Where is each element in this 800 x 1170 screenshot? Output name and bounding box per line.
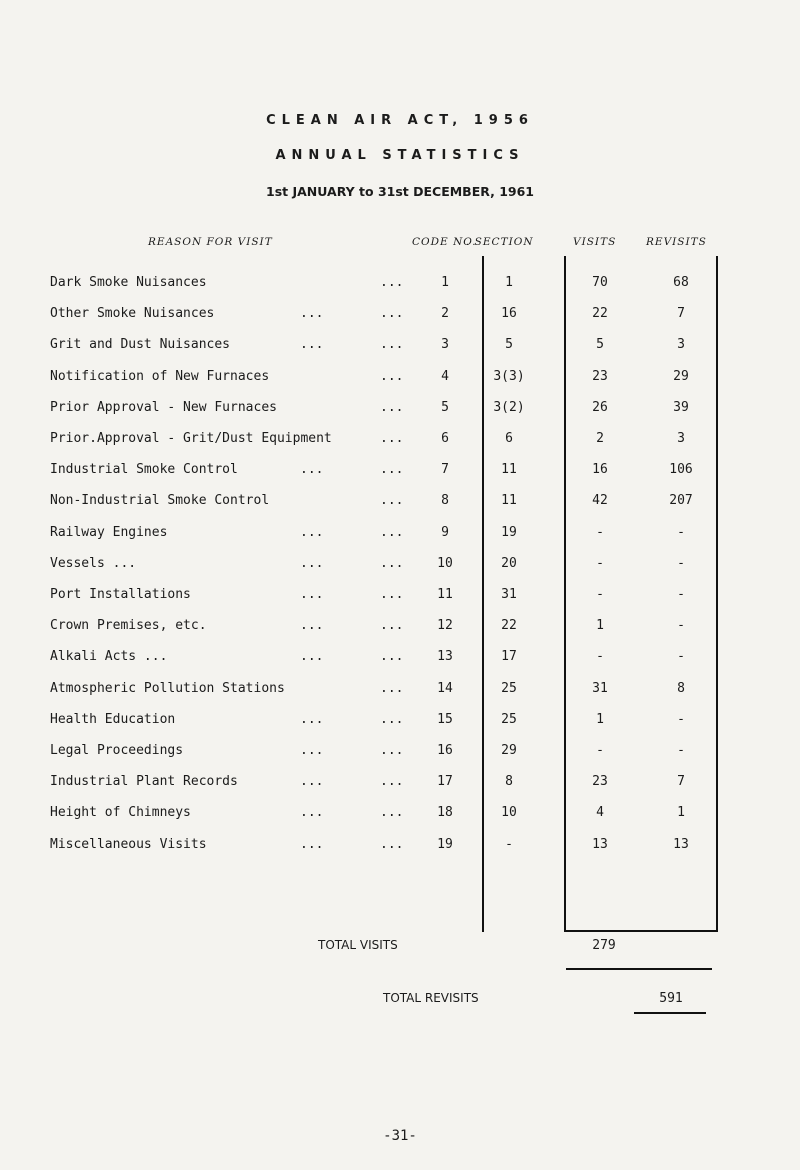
table-row (0, 649, 800, 669)
table-row (0, 556, 800, 576)
section-cell: 17 (501, 649, 517, 664)
leader-dots: ... (380, 556, 404, 571)
column-header-section: . SECTION (466, 236, 534, 248)
section-cell: 1 (505, 275, 513, 290)
revisits-cell: - (677, 618, 685, 633)
revisits-cell: 207 (669, 493, 693, 508)
visits-cell: 26 (592, 400, 608, 415)
section-cell: 19 (501, 525, 517, 540)
visits-cell: 16 (592, 462, 608, 477)
table-row (0, 525, 800, 545)
reason-cell: Grit and Dust Nuisances (50, 337, 231, 352)
table-row (0, 618, 800, 638)
leader-dots: ... (300, 525, 324, 540)
table-row (0, 774, 800, 794)
table-row (0, 587, 800, 607)
leader-dots: ... (380, 743, 404, 758)
leader-dots: ... (380, 337, 404, 352)
visits-cell: 5 (596, 337, 604, 352)
revisits-cell: - (677, 556, 685, 571)
total-visits-underline (566, 968, 712, 970)
revisits-cell: 3 (677, 337, 685, 352)
revisits-cell: 7 (677, 774, 685, 789)
section-cell: 11 (501, 493, 517, 508)
reason-cell: Legal Proceedings (50, 743, 184, 758)
leader-dots: ... (380, 400, 404, 415)
table-row (0, 712, 800, 732)
code-cell: 7 (441, 462, 449, 477)
leader-dots: ... (380, 805, 404, 820)
leader-dots: ... (380, 525, 404, 540)
total-visits-value: 279 (592, 938, 616, 953)
leader-dots: ... (380, 587, 404, 602)
leader-dots: ... (300, 805, 324, 820)
reason-cell: Vessels ... (50, 556, 137, 571)
section-cell: 5 (505, 337, 513, 352)
section-cell: 8 (505, 774, 513, 789)
reason-cell: Prior.Approval - Grit/Dust Equipment (50, 431, 332, 446)
column-header-visits: VISITS (573, 236, 617, 248)
leader-dots: ... (300, 462, 324, 477)
revisits-cell: 1 (677, 805, 685, 820)
table-row (0, 493, 800, 513)
reason-cell: Miscellaneous Visits (50, 837, 207, 852)
leader-dots: ... (300, 649, 324, 664)
code-cell: 8 (441, 493, 449, 508)
leader-dots: ... (300, 618, 324, 633)
leader-dots: ... (380, 712, 404, 727)
visits-cell: - (596, 743, 604, 758)
table-row (0, 805, 800, 825)
section-cell: 31 (501, 587, 517, 602)
leader-dots: ... (300, 743, 324, 758)
reason-cell: Notification of New Furnaces (50, 369, 270, 384)
table-row (0, 369, 800, 389)
leader-dots: ... (380, 649, 404, 664)
revisits-cell: - (677, 525, 685, 540)
code-cell: 6 (441, 431, 449, 446)
code-cell: 10 (437, 556, 453, 571)
reason-cell: Alkali Acts ... (50, 649, 168, 664)
visits-cell: 22 (592, 306, 608, 321)
reason-cell: Atmospheric Pollution Stations (50, 681, 285, 696)
section-cell: 16 (501, 306, 517, 321)
reporting-period: 1st JANUARY to 31st DECEMBER, 1961 (266, 184, 534, 199)
column-header-code: CODE NO. (412, 236, 477, 248)
reason-cell: Railway Engines (50, 525, 168, 540)
visits-cell: 2 (596, 431, 604, 446)
visits-cell: - (596, 587, 604, 602)
code-cell: 13 (437, 649, 453, 664)
code-cell: 17 (437, 774, 453, 789)
reason-cell: Port Installations (50, 587, 191, 602)
revisits-cell: 29 (673, 369, 689, 384)
column-header-revisits: REVISITS (646, 236, 707, 248)
revisits-cell: 3 (677, 431, 685, 446)
leader-dots: ... (380, 681, 404, 696)
leader-dots: ... (380, 618, 404, 633)
page-number: -31- (383, 1128, 417, 1144)
table-row (0, 743, 800, 763)
reason-cell: Health Education (50, 712, 176, 727)
revisits-cell: 106 (669, 462, 693, 477)
revisits-cell: - (677, 649, 685, 664)
visits-cell: 23 (592, 369, 608, 384)
code-cell: 18 (437, 805, 453, 820)
code-cell: 15 (437, 712, 453, 727)
code-cell: 1 (441, 275, 449, 290)
leader-dots: ... (300, 587, 324, 602)
leader-dots: ... (380, 837, 404, 852)
leader-dots: ... (300, 837, 324, 852)
section-cell: 22 (501, 618, 517, 633)
revisits-cell: 8 (677, 681, 685, 696)
leader-dots: ... (380, 275, 404, 290)
code-cell: 19 (437, 837, 453, 852)
code-cell: 12 (437, 618, 453, 633)
visits-cell: 31 (592, 681, 608, 696)
table-row (0, 275, 800, 295)
code-cell: 14 (437, 681, 453, 696)
visits-cell: 13 (592, 837, 608, 852)
section-cell: 11 (501, 462, 517, 477)
table-row (0, 306, 800, 326)
code-cell: 4 (441, 369, 449, 384)
reason-cell: Industrial Smoke Control (50, 462, 238, 477)
code-cell: 16 (437, 743, 453, 758)
document-subtitle: ANNUAL STATISTICS (275, 148, 525, 163)
reason-cell: Prior Approval - New Furnaces (50, 400, 277, 415)
section-cell: 29 (501, 743, 517, 758)
revisits-cell: 39 (673, 400, 689, 415)
code-cell: 5 (441, 400, 449, 415)
leader-dots: ... (300, 556, 324, 571)
revisits-cell: 68 (673, 275, 689, 290)
total-visits-label: TOTAL VISITS (318, 938, 398, 952)
leader-dots: ... (300, 774, 324, 789)
table-row (0, 400, 800, 420)
leader-dots: ... (380, 774, 404, 789)
leader-dots: ... (380, 306, 404, 321)
reason-cell: Other Smoke Nuisances (50, 306, 215, 321)
section-cell: 25 (501, 712, 517, 727)
visits-cell: - (596, 649, 604, 664)
total-revisits-value: 591 (659, 991, 683, 1006)
table-row (0, 837, 800, 857)
total-revisits-underline (634, 1012, 706, 1014)
section-cell: 20 (501, 556, 517, 571)
leader-dots: ... (380, 369, 404, 384)
leader-dots: ... (380, 462, 404, 477)
section-cell: 3(3) (493, 369, 525, 384)
rule-bottom (564, 930, 718, 932)
section-cell: 25 (501, 681, 517, 696)
revisits-cell: - (677, 587, 685, 602)
revisits-cell: 7 (677, 306, 685, 321)
visits-cell: 42 (592, 493, 608, 508)
code-cell: 11 (437, 587, 453, 602)
code-cell: 3 (441, 337, 449, 352)
section-cell: - (505, 837, 513, 852)
leader-dots: ... (300, 306, 324, 321)
leader-dots: ... (300, 337, 324, 352)
visits-cell: - (596, 525, 604, 540)
section-cell: 3(2) (493, 400, 525, 415)
column-header-reason: REASON FOR VISIT (148, 236, 273, 248)
table-row (0, 431, 800, 451)
visits-cell: 70 (592, 275, 608, 290)
visits-cell: - (596, 556, 604, 571)
reason-cell: Industrial Plant Records (50, 774, 238, 789)
visits-cell: 23 (592, 774, 608, 789)
code-cell: 9 (441, 525, 449, 540)
table-row (0, 337, 800, 357)
section-cell: 6 (505, 431, 513, 446)
visits-cell: 1 (596, 712, 604, 727)
reason-cell: Crown Premises, etc. (50, 618, 207, 633)
table-row (0, 681, 800, 701)
document-title: CLEAN AIR ACT, 1956 (266, 113, 534, 128)
leader-dots: ... (300, 712, 324, 727)
leader-dots: ... (380, 431, 404, 446)
leader-dots: ... (380, 493, 404, 508)
reason-cell: Dark Smoke Nuisances (50, 275, 207, 290)
revisits-cell: - (677, 712, 685, 727)
section-cell: 10 (501, 805, 517, 820)
visits-cell: 1 (596, 618, 604, 633)
revisits-cell: 13 (673, 837, 689, 852)
reason-cell: Non-Industrial Smoke Control (50, 493, 270, 508)
visits-cell: 4 (596, 805, 604, 820)
table-row (0, 462, 800, 482)
revisits-cell: - (677, 743, 685, 758)
reason-cell: Height of Chimneys (50, 805, 191, 820)
total-revisits-label: TOTAL REVISITS (383, 991, 479, 1005)
code-cell: 2 (441, 306, 449, 321)
